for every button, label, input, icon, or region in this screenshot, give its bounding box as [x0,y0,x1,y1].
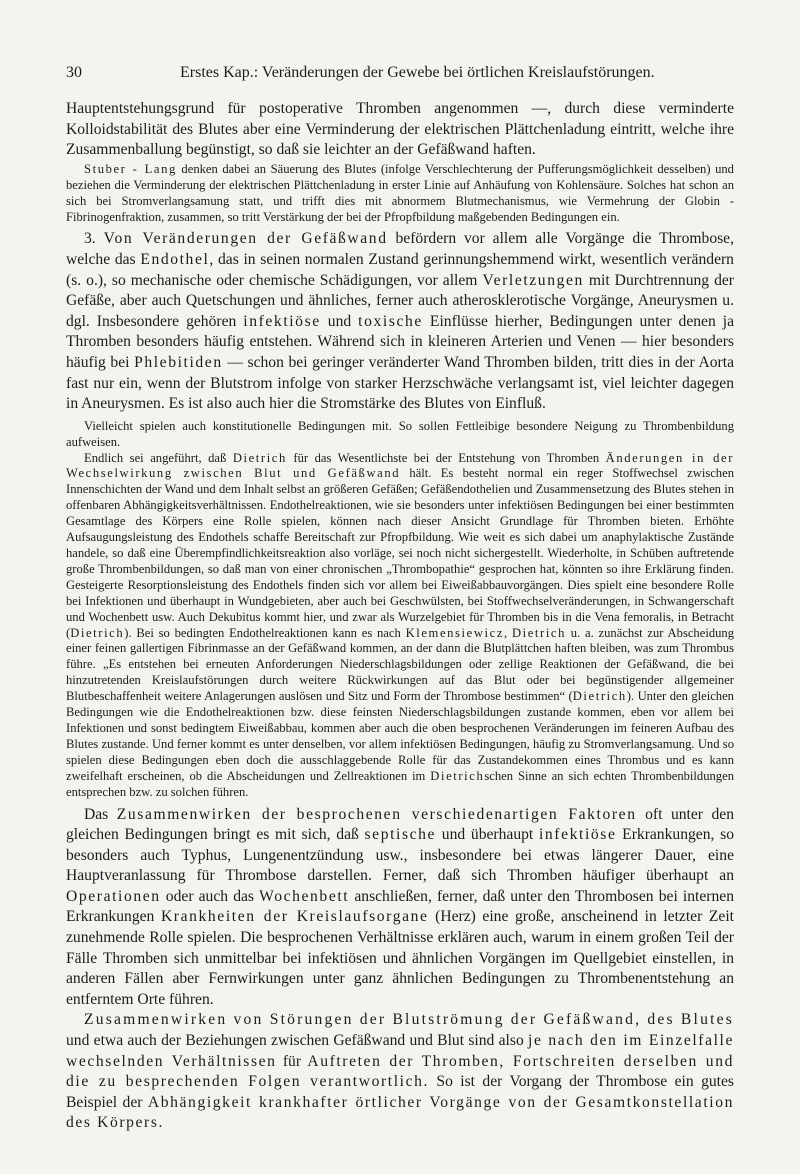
text-run: So ist der Vorgang der Thrombose ein gutes Beispiel der [66,1073,734,1111]
paragraph-7 [66,1010,734,1134]
text-run: anschließen, ferner, daß unter den Thrombosen bei internen Erkrankungen [66,887,734,926]
text-run: hält. Es besteht normal ein reger Stoffwechsel zwischen Innenschichten der Wand und dem Inhalt selbst an größeren Gefäßen; Gefäßendothelien und Zusammensetzung des Blutes stehen in offenbaren Abhängigkeitsverhältnissen. Endothelreaktionen, wie sie besonders unter infektiösen Bedingungen bei einer bestimmten Gesamtlage des Körpers eine Rolle spielen, können nach dieser Ansicht Grundlage für Thromben bieten. Erhöhte Aufsaugungsleistung des Endothels schaffe Bereitschaft zur Pfropfbildung. Wie weit es sich dabei um anaphylaktische Zustände handele, so daß eine Überempfindlichkeitsreaktion also vorläge, sei noch nicht sichergestellt. Wiederholte, in Schüben auftretende große Thrombenbildungen, so daß man von einer chronischen „Thrombopathie“ gesprochen hat, könnten so ihre Erklärung finden. Gesteigerte Resorptionsleistung des Endothels finden sich vor allem bei Eiweißabbauvorgängen. Dies spielt eine besondere Rolle bei Infektionen und überhaupt in Wundgebieten, aber auch bei Geschwülsten, bei Stoffwechselveränderungen, in Schwangerschaft und Wochenbett usw. Auch Dekubitus kommt hier, und zwar als Wurzelgebiet für Thromben bis in die Vena femoralis, in Betracht ( [66,466,734,640]
paragraph-2 [66,162,734,226]
running-header [66,64,734,86]
text-run: , [504,625,512,640]
page-body [66,99,734,1134]
emphasis: Wochenbett [259,887,350,905]
emphasis: Operationen [66,887,161,905]
emphasis: Änderungen in der Wechselwirkung zwischen Blut und Gefäßwand [66,450,734,481]
emphasis: Endothel [140,251,210,268]
text-run: schen Sinne an sich echten Thrombenbildungen entsprechen bzw. zu solchen führen. [66,768,734,799]
running-title: Erstes Kap.: Veränderungen der Gewebe bei örtlichen Kreislaufstörungen. [180,64,655,81]
author-name: Dietrich [232,450,287,465]
text-run: für [276,1052,308,1070]
author-name: Dietrich [70,625,125,640]
text-run: u. a. zunächst zur Abscheidung einer feinen gallertigen Fibrinmasse an der Gefäßwand kommen, an der dann die Blutplättchen haften bleiben, was zum Thrombus führe. „Es entstehen bei erneuten Anforderungen Niederschlagsbildungen oder zellige Reaktionen der Gefäßwand, die bei hinzutretenden Kreislaufstörungen durch weitere Rückwirkungen auf das Blut oder bei begünstigender allgemeiner Blutbeschaffenheit weitere Anlagerungen auslösen und Sitz und Form der Thrombose bestimmen“ ( [66,625,735,704]
text-run: Hauptentstehungsgrund für postoperative Thromben angenommen —, durch diese verminderte Kolloidstabilität des Blutes aber eine Verminderung der elektrischen Plättchenladung eintritt, welche ihre Zusammenballung begünstigt, so daß sie leichter an der Gefäßwand haften. [66,100,734,159]
text-run: Erkrankungen, so besonders auch Typhus, Lungenentzündung usw., insbesondere bei etwas längerer Dauer, eine Hauptveranlassung für Thrombose darstellen. Ferner, daß sich Thromben häufiger überhaupt an [66,826,734,885]
text-run: denken dabei an Säuerung des Blutes (infolge Verschlechterung der Pufferungsmöglichkeit desselben) und beziehen die Verminderung der elektrischen Plättchenladung in erster Linie auf Anhäufung von Kohlensäure. Solches hat schon an sich bei Stromverlangsamung statt, und trifft dies mit abnormem Blutmechanismus, wie Vermehrung der Globin - Fibrinogenfraktion, zusammen, so tritt Verstärkung der bei der Pfropfbildung maßgebenden Bedingungen ein. [66,161,734,224]
paragraph-6 [66,805,734,1011]
page-number: 30 [66,64,82,81]
text-run: Einflüsse hierher, Bedingungen unter denen ja Thromben besonders häufig entstehen. Während sich in kleineren Arterien und Venen — hier besonders häufig bei [66,312,735,371]
text-run: befördern vor allem alle Vorgänge die Thrombose, welche das [66,230,734,268]
paragraph-4 [66,419,734,451]
text-run: und [320,312,359,330]
text-run: und überhaupt [436,826,539,844]
text-run: Endlich sei angeführt, daß [84,450,233,465]
text-run: Das [84,805,117,823]
author-name: Dietrich [430,768,485,783]
emphasis: Phlebitiden [134,353,223,371]
text-run: für das Wesentlichste bei der Entstehung von Thromben [286,450,606,465]
paragraph-3 [66,229,734,414]
emphasis: Auftreten der Thromben, Fortschreiten derselben und die zu besprechenden Folgen verantwortlich. [66,1052,735,1091]
text-run: oder auch das [160,887,260,905]
text-run: und etwa auch der Beziehungen zwischen Gefäßwand und Blut sind also [66,1032,529,1050]
text-run: , das in seinen normalen Zustand gerinnungshemmend wirkt, wesentlich verändern (s. o.), so mechanische oder chemische Schädigungen, vor allem [66,251,734,289]
emphasis: infektiöse [538,826,617,844]
emphasis: Zusammenwirken von Störungen der Blutströmung der Gefäßwand, des Blutes [84,1011,734,1029]
author-name: Dietrich [511,625,567,640]
emphasis: Verletzungen [482,271,584,289]
emphasis: Von Veränderungen der Gefäßwand [103,230,388,248]
emphasis: Krankheiten der Kreislaufsorgane [160,908,429,926]
text-run: — schon bei geringer veränderter Wand Thromben bilden, tritt dies in der Aorta fast nur ein, wenn der Blutstrom infolge von starker Herzschwäche verlangsamt ist, viel leichter dagegen in Aneurysmen. Es ist also auch hier die Stromstärke des Blutes von Einfluß. [66,353,734,413]
emphasis: toxische [358,312,423,330]
emphasis: Abhängigkeit krankhafter örtlicher Vorgänge von der Gesamtkonstellation des Körpers. [66,1093,734,1132]
author-name: Stuber - Lang [84,161,177,176]
emphasis: je nach den im Einzelfalle wechselnden Verhältnissen [66,1032,735,1070]
emphasis: Zusammenwirken der besprochenen verschiedenartigen Faktoren [116,805,637,823]
paragraph-1 [66,99,734,161]
text-run: (Herz) eine große, anscheinend in letzter Zeit zunehmende Rolle spielen. Die besprochenen Verhältnisse erklären auch, warum in einem großen Teil der Fälle Thromben sich unmittelbar bei infektiösen und ähnlichen Vorgängen im Quellgebiet einstellen, in anderen Fällen aber Fernwirkungen unter ganz ähnlichen Bedingungen zu Thrombenentstehung an entferntem Orte führen. [66,908,735,1008]
emphasis: infektiöse [243,312,321,330]
text-run: mit Durchtrennung der Gefäße, aber auch Quetschungen und ähnliches, ferner auch atherosklerotische Vorgänge, Aneurysmen u. dgl. Insbesondere gehören [66,271,734,330]
text-run: Vielleicht spielen auch konstitutionelle Bedingungen mit. So sollen Fettleibige besondere Neigung zu Thrombenbildung aufweisen. [66,418,734,449]
author-name: Klemensiewicz [405,625,505,640]
text-run: oft unter den gleichen Bedingungen bringt es mit sich, daß [66,805,734,844]
text-run: ). Bei so bedingten Endothelreaktionen kann es nach [124,625,406,640]
text-run: ). Unter den gleichen Bedingungen wie die Endothelreaktionen bzw. diese feinsten Niederschlagsbildungen zustande kommen, eben vor allem bei Infektionen und sonst bedingtem Eiweißabbau, kommen aber auch die oben besprochenen Veränderungen im feineren Aufbau des Blutes zustande. Und ferner kommt es unter denselben, vor allem infektiösen Bedingungen, häufig zu Stromverlangsamung. Und so spielen diese Bedingungen eben doch die ausschlaggebende Rolle für das Zustandekommen eines Thrombus und es kann zweifelhaft erscheinen, ob die Abscheidungen und Zellreaktionen im [66,689,734,783]
paragraph-5 [66,451,734,801]
author-name: Dietrich [572,689,627,704]
text-run: 3. [84,230,104,248]
emphasis: septische [364,826,437,844]
